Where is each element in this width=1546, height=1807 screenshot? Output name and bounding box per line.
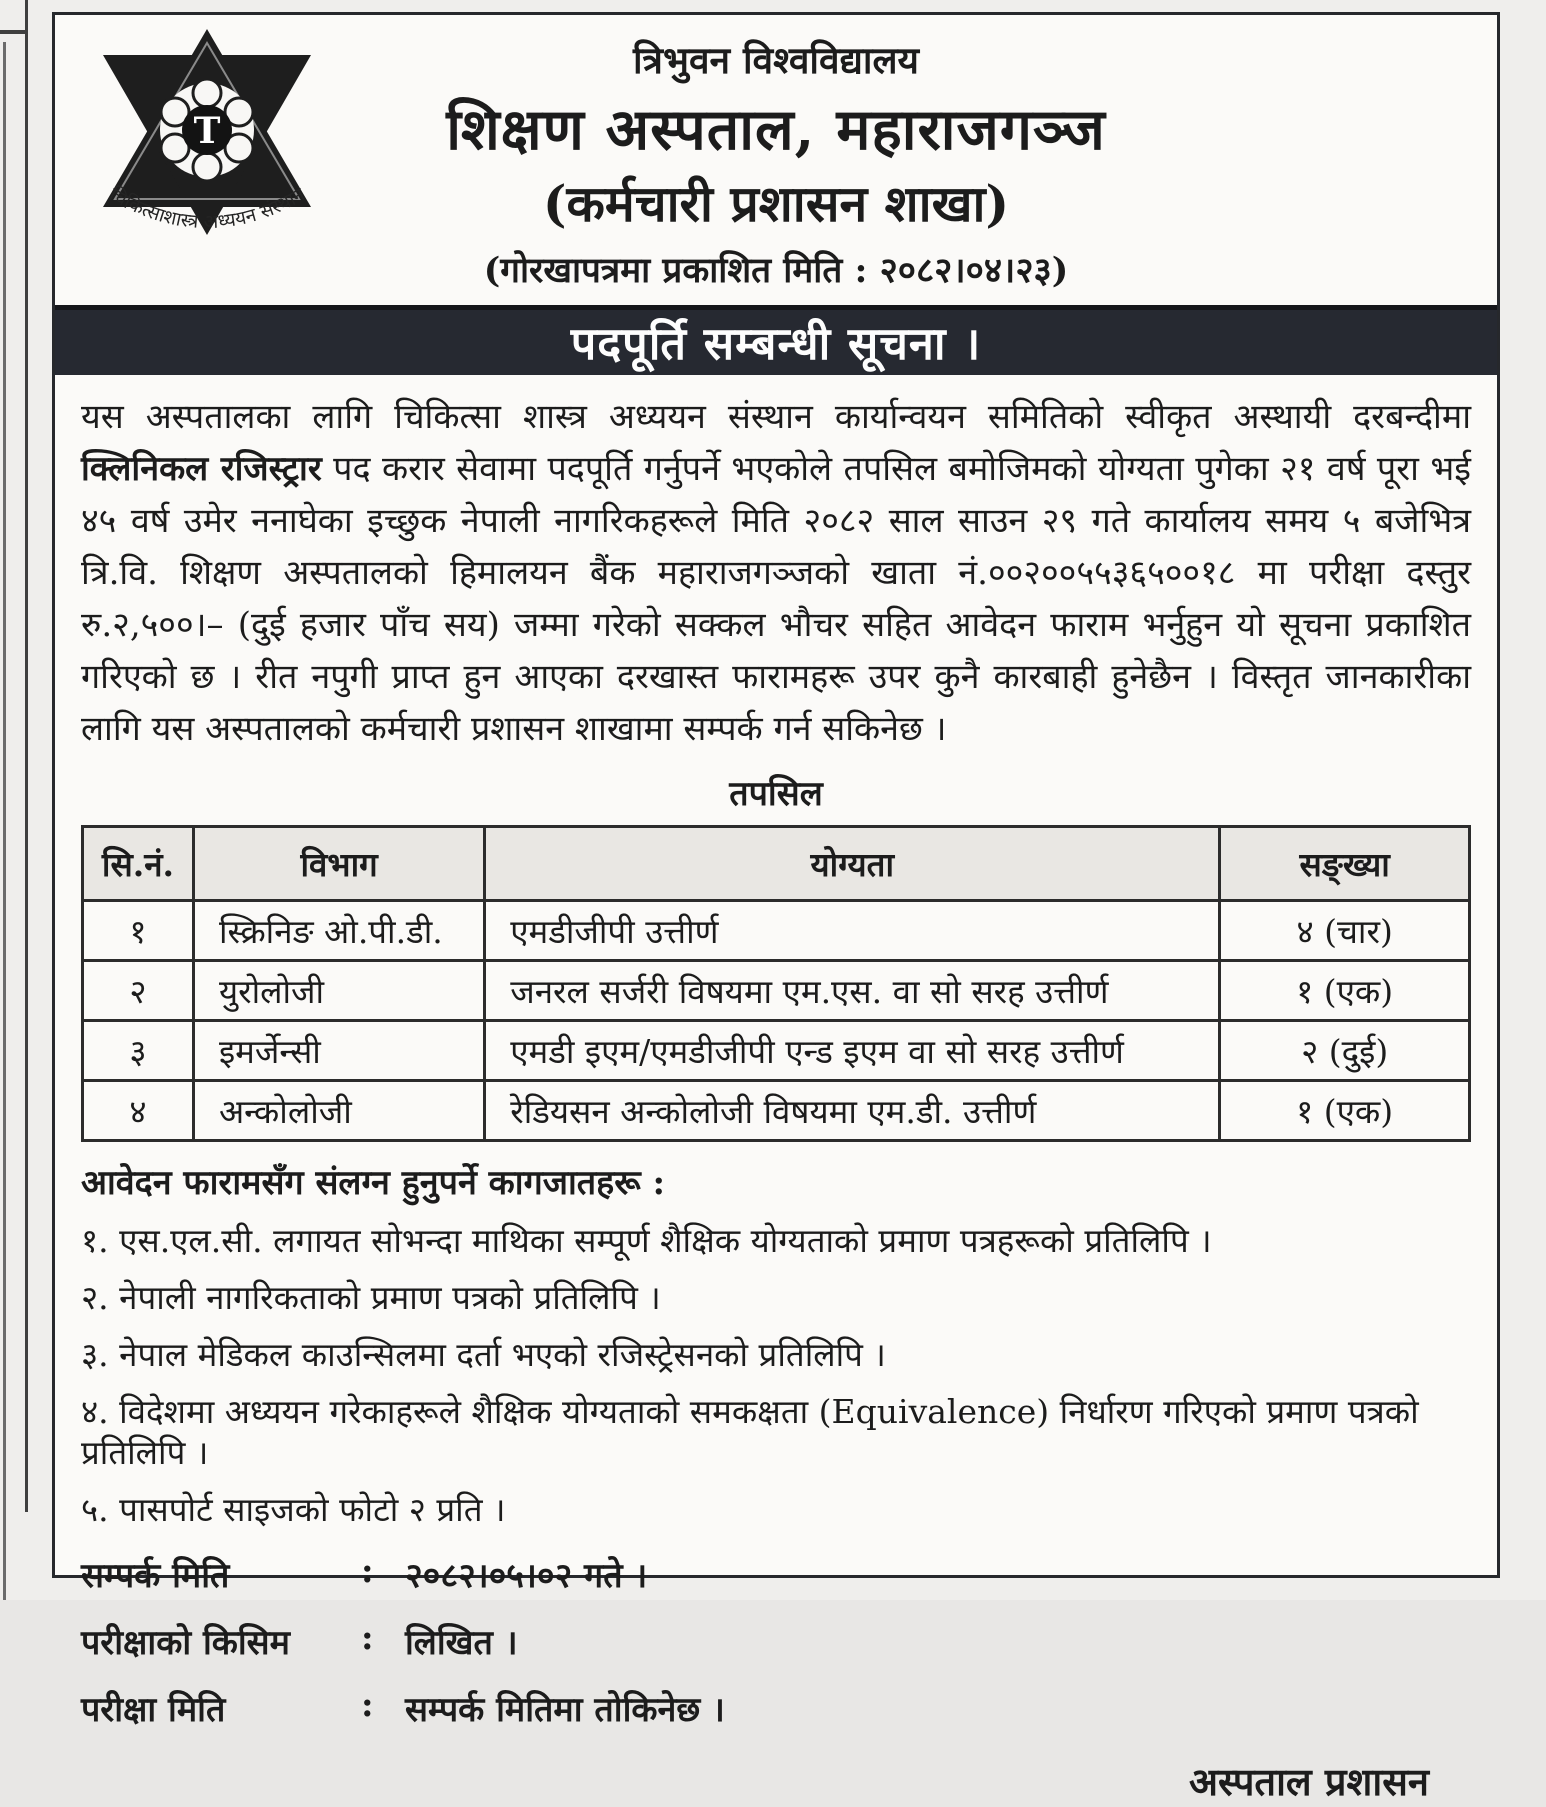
exam-date-value: सम्पर्क मितिमा तोकिनेछ । — [405, 1690, 725, 1730]
header-department: विभाग — [193, 827, 484, 901]
cell-serial: १ — [83, 901, 194, 961]
vacancy-table — [81, 825, 1471, 1142]
hospital-name: शिक्षण अस्पताल, महाराजगञ्ज — [446, 96, 1106, 163]
separator: : — [361, 1685, 374, 1725]
logo-curved-text: चिकित्साशास्त्र अध्ययन संस्थान — [105, 183, 309, 234]
notice-title: पदपूर्ति सम्बन्धी सूचना । — [570, 317, 982, 370]
cell-department: अन्कोलोजी — [193, 1081, 484, 1141]
cell-department: स्क्रिनिङ ओ.पी.डी. — [193, 901, 484, 961]
notice-body-paragraph — [81, 391, 1471, 755]
signature: अस्पताल प्रशासन — [1189, 1759, 1429, 1804]
cell-count: १ (एक) — [1220, 1081, 1470, 1141]
table-title: तपसिल — [729, 774, 823, 814]
notice-document — [52, 12, 1500, 1804]
document-list-item: ३. नेपाल मेडिकल काउन्सिलमा दर्ता भएको रजिस्ट्रेसनको प्रतिलिपि । — [81, 1335, 886, 1374]
exam-date-row — [81, 1685, 1471, 1731]
table-row — [83, 1081, 1470, 1141]
exam-type-label: परीक्षाको किसिम — [81, 1623, 291, 1663]
institute-of-medicine-logo-icon — [83, 27, 331, 251]
document-list-item: ४. विदेशमा अध्ययन गरेकाहरूले शैक्षिक योग्यताको समकक्षता (Equivalence) निर्धारण गरिएको प्रमाण पत्रको प्रतिलिपि । — [81, 1392, 1419, 1472]
separator: : — [361, 1551, 374, 1591]
header-count: सङ्ख्या — [1220, 827, 1470, 901]
document-list-item: २. नेपाली नागरिकताको प्रमाण पत्रको प्रतिलिपि । — [81, 1278, 661, 1317]
cell-qualification: एमडी इएम/एमडीजीपी एन्ड इएम वा सो सरह उत्तीर्ण — [485, 1021, 1220, 1081]
required-documents-heading: आवेदन फारामसँग संलग्न हुनुपर्ने कागजातहरू : — [81, 1163, 666, 1203]
cell-department: युरोलोजी — [193, 961, 484, 1021]
scan-edge-line-outer — [3, 42, 6, 1600]
cell-department: इमर्जेन्सी — [193, 1021, 484, 1081]
university-name: त्रिभुवन विश्वविद्यालय — [632, 38, 920, 82]
separator: : — [361, 1618, 374, 1658]
document-list-item: १. एस.एल.सी. लगायत सोभन्दा माथिका सम्पूर्ण शैक्षिक योग्यताको प्रमाण पत्रहरूको प्रतिलिपि । — [81, 1221, 1212, 1260]
contact-date-row — [81, 1551, 1471, 1597]
table-row — [83, 901, 1470, 961]
document-list-item: ५. पासपोर्ट साइजको फोटो २ प्रति । — [81, 1490, 506, 1529]
notice-content — [55, 375, 1497, 1807]
exam-type-value: लिखित । — [405, 1623, 518, 1663]
cell-qualification: जनरल सर्जरी विषयमा एम.एस. वा सो सरह उत्तीर्ण — [485, 961, 1220, 1021]
table-row — [83, 961, 1470, 1021]
cell-serial: ३ — [83, 1021, 194, 1081]
scan-edge-line-inner — [25, 0, 28, 1512]
cell-count: १ (एक) — [1220, 961, 1470, 1021]
header-qualification: योग्यता — [485, 827, 1220, 901]
cell-qualification: एमडीजीपी उत्तीर्ण — [485, 901, 1220, 961]
cell-count: ४ (चार) — [1220, 901, 1470, 961]
table-row — [83, 1021, 1470, 1081]
position-name-bold: क्लिनिकल रजिस्ट्रार — [81, 449, 322, 489]
paragraph-text-after: पद करार सेवामा पदपूर्ति गर्नुपर्ने भएकोले तपसिल बमोजिमको योग्यता पुगेका २१ वर्ष पूरा भई ४५ वर्ष उमेर ननाघेका इच्छुक नेपाली नागरिकहरूले मिति २०८२ साल साउन २९ गते कार्यालय समय ५ बजेभित्र त्रि.वि. शिक्षण अस्पतालको हिमालयन बैंक महाराजगञ्जको खाता नं.००२००५५३६५००१८ मा परीक्षा दस्तुर रु.२,५००।– (दुई हजार पाँच सय) जम्मा गरेको सक्कल भौचर सहित आवेदन फाराम भर्नुहुन यो सूचना प्रकाशित गरिएको छ । रीत नपुगी प्राप्त हुन आएका दरखास्त फारामहरू उपर कुनै कारबाही हुनेछैन । विस्तृत जानकारीका लागि यस अस्पतालको कर्मचारी प्रशासन शाखामा सम्पर्क गर्न सकिनेछ । — [81, 449, 1471, 749]
logo-monogram: T — [193, 110, 221, 152]
contact-date-label: सम्पर्क मिति — [81, 1556, 230, 1596]
paragraph-text-before: यस अस्पतालका लागि चिकित्सा शास्त्र अध्ययन संस्थान कार्यान्वयन समितिको स्वीकृत अस्थायी दरबन्दीमा — [81, 397, 1471, 437]
exam-date-label: परीक्षा मिति — [81, 1690, 226, 1730]
published-date-line: (गोरखापत्रमा प्रकाशित मिति : २०८२।०४।२३) — [483, 250, 1069, 291]
table-header-row — [83, 827, 1470, 901]
cell-serial: ४ — [83, 1081, 194, 1141]
header-serial-number: सि.नं. — [83, 827, 194, 901]
branch-name: (कर्मचारी प्रशासन शाखा) — [542, 174, 1010, 233]
cell-count: २ (दुई) — [1220, 1021, 1470, 1081]
contact-date-value: २०८२।०५।०२ गते । — [405, 1556, 648, 1596]
cell-qualification: रेडियसन अन्कोलोजी विषयमा एम.डी. उत्तीर्ण — [485, 1081, 1220, 1141]
cell-serial: २ — [83, 961, 194, 1021]
scan-edge-line-horizontal — [0, 30, 26, 34]
notice-title-banner — [55, 305, 1497, 375]
exam-type-row — [81, 1618, 1471, 1664]
